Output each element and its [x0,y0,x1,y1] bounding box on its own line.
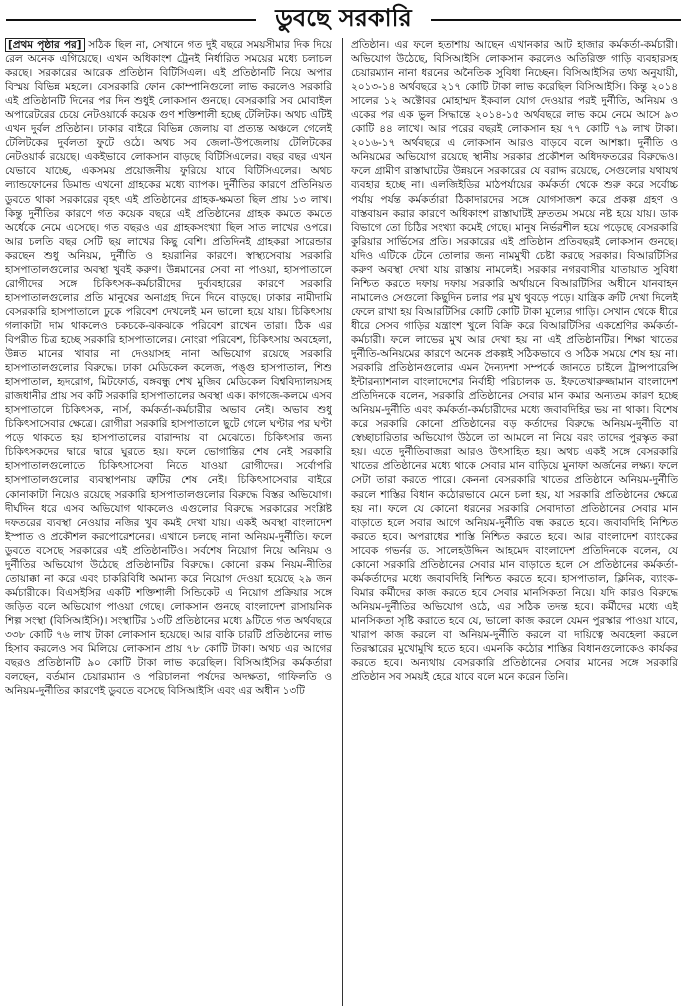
left-column-paragraph [5,38,332,698]
left-column-text: সঠিক ছিল না, সেখানে গত দুই বছরে সময়সীমার দিক দিয়ে রেল অনেক এগিয়েছে। এখন অধিকাংশ ট্রেনই নির্ধারিত সময়ের মধ্যে চলাচল করছে। সরকারের আরেক প্রতিষ্ঠান বিটিসিএল। এই প্রতিষ্ঠানটি নিয়ে অপার বিস্ময় বিভিন্ন মহলে। বেসরকারি ফোন কোম্পানিগুলো লাভ করলেও সরকারি এই প্রতিষ্ঠানটি দিনের পর দিন শুধুই লোকসান গুনছে। বেসরকারি সব মোবাইল অপারেটরের চেয়ে নেটওয়ার্কে কয়েক গুণ শক্তিশালী হচ্ছে টেলিটক। অথচ এটিই এখন দুর্বল প্রতিষ্ঠান। ঢাকার বাইরে বিভিন্ন জেলায় বা প্রত্যন্ত অঞ্চলে গেলেই টেলিটকের দুর্বলতা ফুটে ওঠে। অথচ সব জেলা-উপজেলায় টেলিটকের নেটওয়ার্ক রয়েছে। একইভাবে লোকসান বাড়ছে বিটিসিএলের। বছর বছর এখন যেভাবে যাচ্ছে, একসময় প্রয়োজনীয় ফুরিয়ে যাবে বিটিসিএলের। অথচ ল্যান্ডফোনের ডিমান্ড এখনো গ্রাহকের মধ্যে ব্যাপক। দুর্নীতির কারণে প্রতিনিয়ত ডুবতে থাকা সরকারের বৃহৎ এই প্রতিষ্ঠানের গ্রাহক-ক্ষমতা ছিল প্রায় ১৩ লাখ। কিন্তু দুর্নীতির কারণে গত কয়েক বছরে এই প্রতিষ্ঠানের গ্রাহক কমতে কমতে অর্ধেকে নেমে এসেছে। গত বছরও এর গ্রাহকসংখ্যা ছিল সাত লাখের ওপরে। আর চলতি বছর সেটি ছয় লাখের কিছু বেশি। প্রতিদিনই গ্রাহকরা সারেন্ডার করছেন শুধু অনিয়ম, দুর্নীতি ও হয়রানির কারণে। স্বাস্থ্যসেবায় সরকারি হাসপাতালগুলোর অবস্থা খুবই করুণ। উন্নমানের সেবা না পাওয়া, হাসপাতালে রোগীদের সঙ্গে চিকিৎসক-কর্মচারীদের দুর্ব্যবহারের কারণে সরকারি হাসপাতালগুলোর প্রতি মানুষের অনাগ্রহ দিনে দিনে বাড়ছে। ঢাকার নামীদামি বেসরকারি হাসপাতালে ঢুকে পরিবেশ দেখলেই মন ভালো হয়ে যায়। চিকিৎসায় গলাকাটা দাম থাকলেও চকচকে-ঝকঝকে পরিবেশ রাখেন তারা। ঠিক এর বিপরীত চিত্র হচ্ছে সরকারি হাসপাতালের। নোংরা পরিবেশ, চিকিৎসায় অবহেলা, উন্নত মানের খাবার না দেওয়াসহ নানা অভিযোগ রয়েছে সরকারি হাসপাতালগুলোর বিরুদ্ধে। ঢাকা মেডিকেল কলেজ, পঙ্গু হাসপাতাল, শিশু হাসপাতাল, হৃদরোগ, মিটফোর্ড, বঙ্গবন্ধু শেখ মুজিব মেডিকেল বিশ্ববিদ্যালয়সহ রাজধানীর প্রায় সব কটি সরকারি হাসপাতালের অবস্থা এক। কাগজে-কলমে এসব হাসপাতালে চিকিৎসক, নার্স, কর্মকর্তা-কর্মচারীর অভাব নেই। অভাব শুধু চিকিৎসাসেবার ক্ষেত্রে। রোগীরা সরকারি হাসপাতালে ছুটে গেলে ঘণ্টার পর ঘণ্টা পড়ে থাকতে হয় হাসপাতালের বারান্দায় বা মেঝেতে। চিকিৎসার জন্য চিকিৎসকদের দ্বারে দ্বারে ঘুরতে হয়। ফলে ভোগান্তির শেষ নেই সরকারি হাসপাতালগুলোতে চিকিৎসাসেবা নিতে যাওয়া রোগীদের। সর্বোপরি হাসপাতালগুলোর ব্যবস্থাপনায় ত্রুটির শেষ নেই। চিকিৎসাসেবার বাইরে কোনাকাটা নিয়েও রয়েছে সরকারি হাসপাতালগুলোর বিরুদ্ধে বিস্তর অভিযোগ। দীর্ঘদিন ধরে এসব অভিযোগ থাকলেও এগুলোর বিরুদ্ধে সরকারের সংশ্লিষ্ট দফতরের ব্যবস্থা নেওয়ার নজির খুব কমই দেখা যায়। একই অবস্থা বাংলাদেশ ইস্পাত ও প্রকৌশল করপোরেশনের। এখানে চলছে নানা অনিয়ম-দুর্নীতি। ফলে ডুবতে বসেছে সরকারের এই প্রতিষ্ঠানটিও। সর্বশেষ নিয়োগ নিয়ে অনিয়ম ও দুর্নীতির অভিযোগ উঠেছে প্রতিষ্ঠানটির বিরুদ্ধে। কোনো রকম নিয়ম-নীতির তোয়াক্কা না করে এবং চাকরিবিধি অমান্য করে নিয়োগ দেওয়া হয়েছে ২৯ জন কর্মচারীকে। বিএসইসির একটি শক্তিশালী সিন্ডিকেট এ নিয়োগ প্রক্রিয়ার সঙ্গে জড়িত বলে অভিযোগ পাওয়া গেছে। লোকসান গুনছে বাংলাদেশ রাসায়নিক শিল্প সংস্থা (বিসিআইসি)। সংস্থাটির ১৩টি প্রতিষ্ঠানের মধ্যে ৯টিতে গত অর্থবছরে ৩৩৮ কোটি ৭৬ লাখ টাকা লোকসান হয়েছে। আর বাকি চারটি প্রতিষ্ঠানের লাভ হিসাব করলেও সব মিলিয়ে লোকসান প্রায় ৭৮ কোটি টাকা। অথচ এর আগের বছরও প্রতিষ্ঠানটি ৯০ কোটি টাকা লাভ করেছিল। বিসিআইসির কর্মকর্তারা বলছেন, বর্তমান চেয়ারম্যান ও পরিচালনা পর্ষদের অদক্ষতা, গাফিলতি ও অনিয়ম-দুর্নীতির কারণেই ডুবতে বসেছে বিসিআইসি এবং এর অধীন ১৩টি [5,39,332,698]
right-column-text: প্রতিষ্ঠান। এর ফলে হতাশায় আছেন এখানকার আট হাজার কর্মকর্তা-কর্মচারী। অভিযোগ উঠেছে, বিসিআইসি লোকসান করলেও অতিরিক্ত গাড়ি ব্যবহারসহ চেয়ারম্যান নানা ধরনের অনৈতিক সুবিধা নিচ্ছেন। বিসিআইসির তথ্য অনুযায়ী, ২০১৩-১৪ অর্থবছরে ২১৭ কোটি টাকা লাভ করেছিল বিসিআইসি। কিন্তু ২০১৪ সালের ১২ অক্টোবর মোহাম্মদ ইকবাল যোগ দেওয়ার পরই দুর্নীতি, অনিয়ম ও একের পর এক ভুল সিদ্ধান্তে ২০১৪-১৫ অর্থবছরে লাভ কমে নেমে আসে ৯৩ কোটি ৪৪ লাখে। আর পরের বছরই লোকসান হয় ৭৭ কোটি ৭৯ লাখ টাকা। ২০১৬-১৭ অর্থবছরে এ লোকসান আরও বাড়বে বলে আশঙ্কা। দুর্নীতি ও অনিয়মের অভিযোগ রয়েছে স্থানীয় সরকার প্রকৌশল অধিদফতরের বিরুদ্ধেও। ফলে গ্রামীণ রাস্তাঘাটের উন্নয়নে সরকারের যে বরাদ্দ রয়েছে, সেগুলোর যথাযথ ব্যবহার হচ্ছে না। এলজিইডির মাঠপর্যায়ের কর্মকর্তা থেকে শুরু করে সর্বোচ্চ পর্যায় পর্যন্ত কর্মকর্তারা ঠিকাদারদের সঙ্গে যোগসাজশ করে প্রকল্প গ্রহণ ও বাস্তবায়ন করার কারণে অধিকাংশ রাস্তাঘাটই দ্রুততম সময়ে নষ্ট হয়ে যায়। ডাক বিভাগে তো চিঠির সংখ্যা কমেই গেছে। মানুষ নির্ভরশীল হয়ে পড়েছে বেসরকারি কুরিয়ার সার্ভিসের প্রতি। সরকারের এই প্রতিষ্ঠান প্রতিবছরই লোকসান গুনছে। যদিও এটিকে টেনে তোলার জন্য নামমুখী চেষ্টা করছে সরকার। বিআরটিসির করুণ অবস্থা দেখা যায় রাস্তায় নামলেই। সরকার নগরবাসীর যাতায়াত সুবিধা নিশ্চিত করতে দফায় দফায় সরকারি অর্থায়নে বিআরটিসির অধীনে যানবাহন নামালেও সেগুলো কিছুদিন চলার পর মুখ থুবড়ে পড়ে। যান্ত্রিক ক্রটি দেখা দিলেই ফেলে রাখা হয় বিআরটিসির কোটি কোটি টাকা মূল্যের গাড়ি। সেখান থেকে ধীরে ধীরে সেসব গাড়ির যন্ত্রাংশ খুলে বিক্রি করে বিআরটিসির একশ্রেণির কর্মকর্তা-কর্মচারী। ফলে লাভের মুখ আর দেখা হয় না এই প্রতিষ্ঠানটির। শিক্ষা খাতের দুর্নীতি-অনিয়মের কারণে অনেক প্রকল্পই সঠিকভাবে ও সঠিক সময়ে শেষ হয় না। সরকারি প্রতিষ্ঠানগুলোর এমন দৈন্যদশা সম্পর্কে জানতে চাইলে ট্রান্সপারেন্সি ইন্টারন্যাশনাল বাংলাদেশের নির্বাহী পরিচালক ড. ইফতেখারুজ্জামান বাংলাদেশ প্রতিদিনকে বলেন, সরকারি প্রতিষ্ঠানের সেবার মান কমার অন্যতম কারণ হচ্ছে অনিয়ম-দুর্নীতি এবং কর্মকর্তা-কর্মচারীদের মধ্যে জবাবদিহির ভয় না থাকা। বিশেষ করে সরকারি কোনো প্রতিষ্ঠানের বড় কর্তাদের বিরুদ্ধে অনিয়ম-দুর্নীতি বা স্বেচ্ছাচারিতার অভিযোগ উঠলে তা আমলে না নিয়ে বরং তাদের পুরস্কৃত করা হয়। এতে দুর্নীতিবাজরা আরও উৎসাহিত হয়। অথচ একই সঙ্গে বেসরকারি খাতের প্রতিষ্ঠানের মধ্যে থাকে সেবার মান বাড়িয়ে মুনাফা অর্জনের লক্ষ্য। ফলে সেটা তারা করতে পারে। কেননা বেসরকারি খাতের প্রতিষ্ঠানে অনিয়ম-দুর্নীতি করলে শাস্তির বিধান কঠোরভাবে মেনে চলা হয়, যা সরকারি প্রতিষ্ঠানের ক্ষেত্রে হয় না। ফলে যে কোনো ধরনের সরকারি সেবাদাতা প্রতিষ্ঠানের সেবার মান বাড়াতে হলে সবার আগে অনিয়ম-দুর্নীতি বন্ধ করতে হবে। জবাবদিহি নিশ্চিত করতে হবে। অপরাধের শাস্তি নিশ্চিত করতে হবে। আর বাংলাদেশ ব্যাংকের সাবেক গভর্নর ড. সালেহউদ্দিন আহমেদ বাংলাদেশ প্রতিদিনকে বলেন, যে কোনো সরকারি প্রতিষ্ঠানের সেবার মান বাড়াতে হলে সে প্রতিষ্ঠানের কর্মকর্তা-কর্মকর্তাদের মধ্যে জবাবদিহি নিশ্চিত করতে হবে। হাসপাতাল, ক্লিনিক, ব্যাংক-বিমার কর্মীদের কাজ করতে হবে সেবার মানসিকতা নিয়ে। যদি কারও বিরুদ্ধে অনিয়ম-দুর্নীতির অভিযোগ ওঠে, এর সঠিক তদন্ত হবে। কর্মীদের মধ্যে এই মানসিকতা সৃষ্টি করাতে হবে যে, ভালো কাজ করলে যেমন পুরস্কার পাওয়া যাবে, খারাপ কাজ করলে বা অনিয়ম-দুর্নীতি করলে বা দায়িত্বে অবহেলা করলে তিরস্কারের মুখোমুখি হতে হবে। এমনকি কঠোর শাস্তির বিধানগুলোকেও কার্যকর করতে হবে। অন্যথায় বেসরকারি প্রতিষ্ঠানের সেবার মানের সঙ্গে সরকারি প্রতিষ্ঠান সব সময়ই হেরে যাবে বলে মনে করেন তিনি। [351,39,678,684]
article-headline: ডুবছে সরকারি [275,4,412,32]
article-column-left [5,38,332,1006]
column-divider [342,38,343,1006]
article-header [3,0,678,36]
article-column-right [351,38,678,1006]
header-rule-left [6,19,256,21]
article-body [3,38,678,1006]
header-rule-right [431,19,681,21]
continuation-tag: [প্রথম পৃষ্ঠার পর] [5,38,85,52]
